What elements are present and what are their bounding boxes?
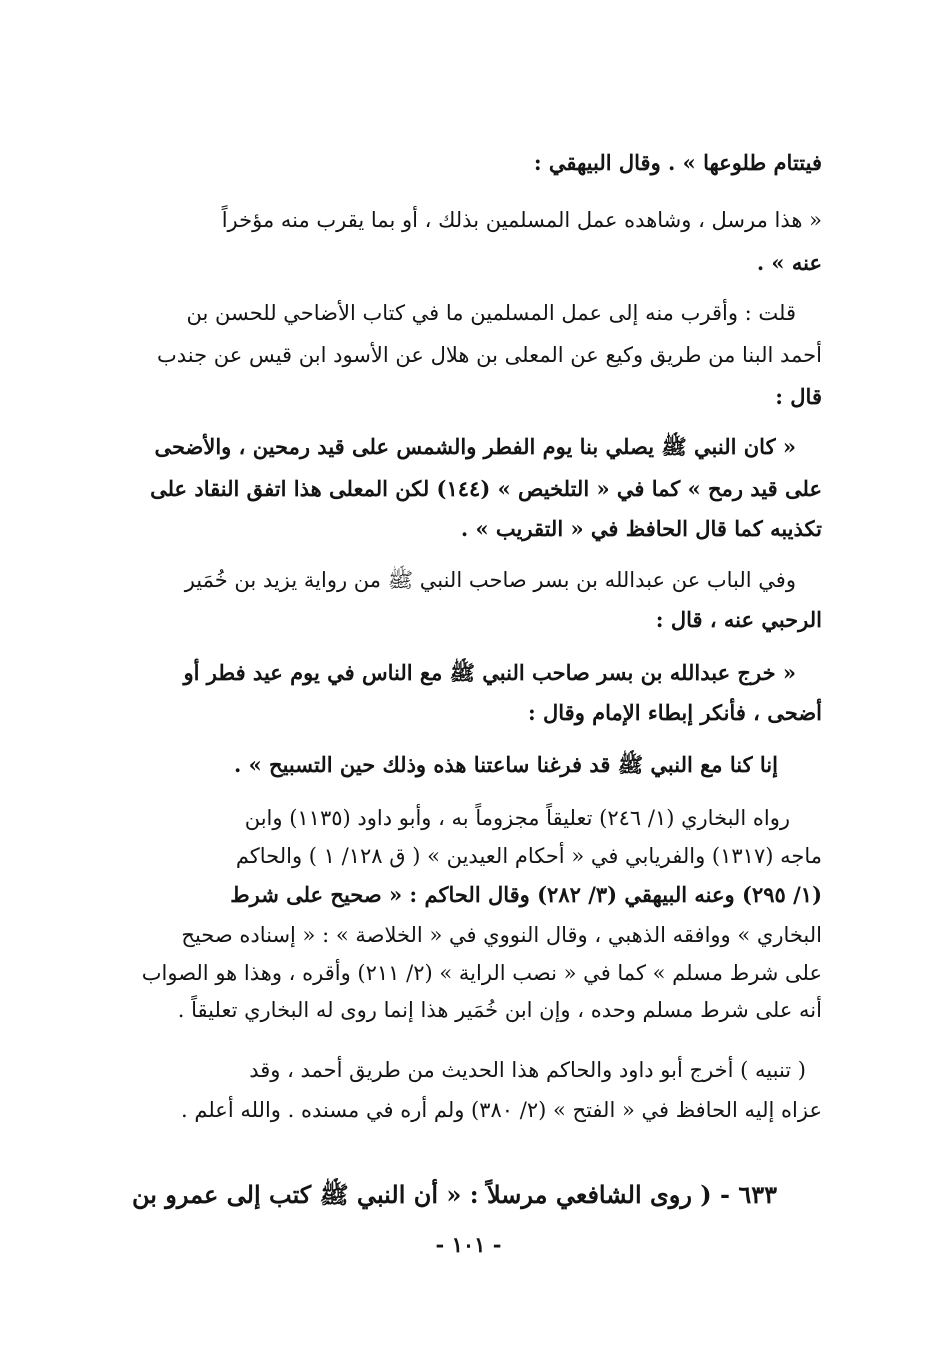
text-line: « خرج عبدالله بن بسر صاحب النبي ﷺ مع الناس في يوم عيد فطر أو [183,660,796,685]
text-line: أحمد البنا من طريق وكيع عن المعلى بن هلال عن الأسود ابن قيس عن جندب [156,343,822,367]
text-line: رواه البخاري (١/ ٢٤٦) تعليقاً مجزوماً به ، وأبو داود (١١٣٥) وابن [244,806,790,830]
text-line: أنه على شرط مسلم وحده ، وإن ابن خُمَير هذا إنما روى له البخاري تعليقاً . [177,998,822,1022]
text-line: قلت : وأقرب منه إلى عمل المسلمين ما في كتاب الأضاحي للحسن بن [186,301,796,325]
text-line: (١/ ٢٩٥) وعنه البيهقي (٣/ ٢٨٢) وقال الحاكم : « صحيح على شرط [230,882,822,907]
text-line: قال : [775,384,822,409]
text-line: « كان النبي ﷺ يصلي بنا يوم الفطر والشمس على قيد رمحين ، والأضحى [154,434,796,459]
text-line: على قيد رمح » كما في « التلخيص » (١٤٤) لكن المعلى هذا اتفق النقاد على [150,476,822,501]
text-line: ماجه (١٣١٧) والفريابي في « أحكام العيدين » ( ق ١٢٨/ ١ ) والحاكم [235,844,822,868]
text-line: ٦٣٣ - ( روى الشافعي مرسلاً : « أن النبي ﷺ كتب إلى عمرو بن [131,1180,777,1209]
text-line: وفي الباب عن عبدالله بن بسر صاحب النبي ﷺ من رواية يزيد بن خُمَير [184,568,796,592]
text-line: عنه » . [756,250,822,275]
text-line: عزاه إليه الحافظ في « الفتح » (٢/ ٣٨٠) ولم أره في مسنده . والله أعلم . [181,1098,822,1122]
text-line: تكذيبه كما قال الحافظ في « التقريب » . [460,516,822,541]
text-line: « هذا مرسل ، وشاهده عمل المسلمين بذلك ، أو بما يقرب منه مؤخراً [221,208,822,232]
text-line: أضحى ، فأنكر إبطاء الإمام وقال : [527,700,822,725]
text-line: فيتتام طلوعها » . وقال البيهقي : [533,150,822,175]
text-line: إنا كنا مع النبي ﷺ قد فرغنا ساعتنا هذه وذلك حين التسبيح » . [233,752,778,777]
text-line: ( تنبيه ) أخرج أبو داود والحاكم هذا الحديث من طريق أحمد ، وقد [249,1058,806,1082]
page-number: - ١٠١ - [435,1232,502,1257]
text-line: الرحبي عنه ، قال : [655,607,822,632]
text-line: البخاري » ووافقه الذهبي ، وقال النووي في « الخلاصة » : « إسناده صحيح [181,923,822,947]
text-line: على شرط مسلم » كما في « نصب الراية » (٢/ ٢١١) وأقره ، وهذا هو الصواب [141,961,822,985]
